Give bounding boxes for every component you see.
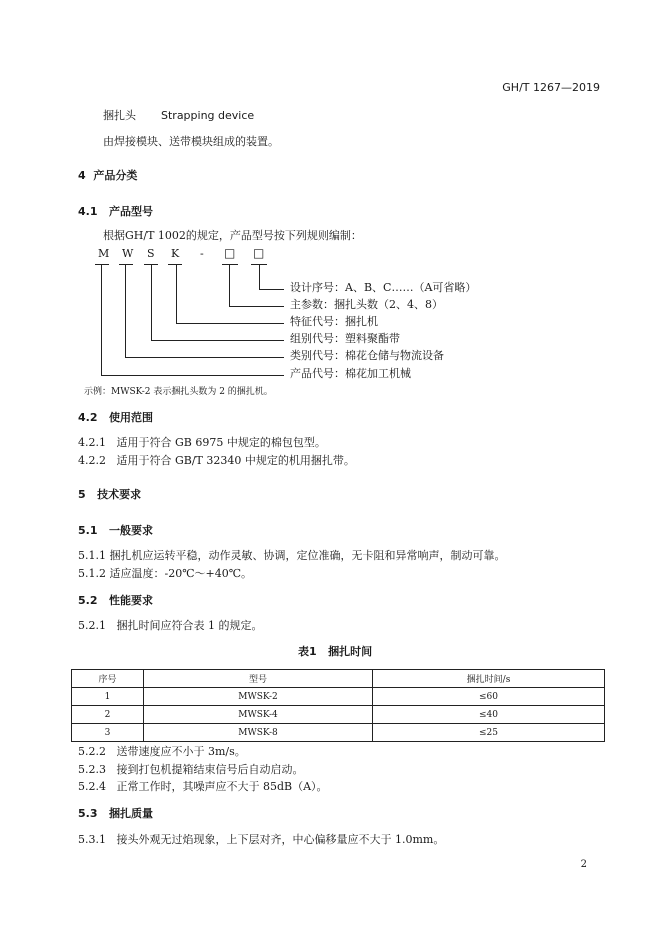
clause-5-2-3: 5.2.3 接到打包机提箱结束信号后自动启动。 <box>78 763 304 776</box>
table-cell-model: MWSK-2 <box>144 688 373 706</box>
legend-main-param: 主参数：捆扎头数（2、4、8） <box>290 298 443 311</box>
section-4-1-intro: 根据GH/T 1002的规定，产品型号按下列规则编制： <box>103 229 362 242</box>
model-char-box-1: □ <box>224 246 236 260</box>
clause-4-2-2: 4.2.2 适用于符合 GB/T 32340 中规定的机用捆扎带。 <box>78 454 355 467</box>
table-cell-seq: 1 <box>72 688 144 706</box>
table-row <box>72 706 605 724</box>
table-cell-time: ≤40 <box>373 706 605 724</box>
model-char-2: W <box>122 247 134 260</box>
table-row <box>72 724 605 742</box>
table-header-time: 捆扎时间/s <box>373 670 605 688</box>
section-5-title: 5 技术要求 <box>78 488 142 501</box>
model-char-3: S <box>147 247 155 260</box>
clause-4-2-1: 4.2.1 适用于符合 GB 6975 中规定的棉包包型。 <box>78 436 326 449</box>
table-cell-model: MWSK-4 <box>144 706 373 724</box>
term-definition: 由焊接模块、送带模块组成的装置。 <box>103 135 279 148</box>
table-cell-time: ≤25 <box>373 724 605 742</box>
legend-product-code: 产品代号：棉花加工机械 <box>290 367 411 380</box>
model-char-4: K <box>171 247 180 260</box>
section-4-1-title: 4.1 产品型号 <box>78 205 153 218</box>
clause-5-2-4: 5.2.4 正常工作时，其噪声应不大于 85dB（A）。 <box>78 780 328 793</box>
table-caption: 表1 捆扎时间 <box>298 645 373 658</box>
model-char-box-2: □ <box>253 246 265 260</box>
clause-5-3-1: 5.3.1 接头外观无过焰现象，上下层对齐，中心偏移量应不大于 1.0mm。 <box>78 833 445 846</box>
term-en: Strapping device <box>161 109 255 122</box>
section-4-2-title: 4.2 使用范围 <box>78 411 153 424</box>
clause-5-2-2: 5.2.2 送带速度应不小于 3m/s。 <box>78 745 246 758</box>
table-row <box>72 688 605 706</box>
table-header-model: 型号 <box>144 670 373 688</box>
table-header-row <box>72 670 605 688</box>
table-cell-seq: 3 <box>72 724 144 742</box>
model-char-1: M <box>98 247 110 260</box>
model-char-dash: - <box>200 247 204 260</box>
clause-5-1-2: 5.1.2 适应温度：-20℃～+40℃。 <box>78 567 253 580</box>
time-table <box>71 669 605 742</box>
section-4-title: 4 产品分类 <box>78 169 138 182</box>
term-cn: 捆扎头 <box>103 109 136 122</box>
legend-group-code: 组别代号：塑料聚酯带 <box>290 332 400 345</box>
section-5-3-title: 5.3 捆扎质量 <box>78 807 153 820</box>
clause-5-2-1: 5.2.1 捆扎时间应符合表 1 的规定。 <box>78 619 263 632</box>
legend-feature-code: 特征代号：捆扎机 <box>290 315 378 328</box>
section-5-2-title: 5.2 性能要求 <box>78 594 153 607</box>
legend-category-code: 类别代号：棉花仓储与物流设备 <box>290 349 444 362</box>
model-example: 示例：MWSK-2 表示捆扎头数为 2 的捆扎机。 <box>84 387 273 397</box>
clause-5-1-1: 5.1.1 捆扎机应运转平稳，动作灵敏、协调，定位准确，无卡阻和异常响声，制动可靠。 <box>78 549 506 562</box>
table-header-seq: 序号 <box>72 670 144 688</box>
page-number: 2 <box>580 859 587 870</box>
legend-design-serial: 设计序号：A、B、C……（A可省略） <box>290 281 477 294</box>
doc-code: GH/T 1267—2019 <box>502 81 600 94</box>
section-5-1-title: 5.1 一般要求 <box>78 524 153 537</box>
table-cell-seq: 2 <box>72 706 144 724</box>
table-cell-time: ≤60 <box>373 688 605 706</box>
table-cell-model: MWSK-8 <box>144 724 373 742</box>
